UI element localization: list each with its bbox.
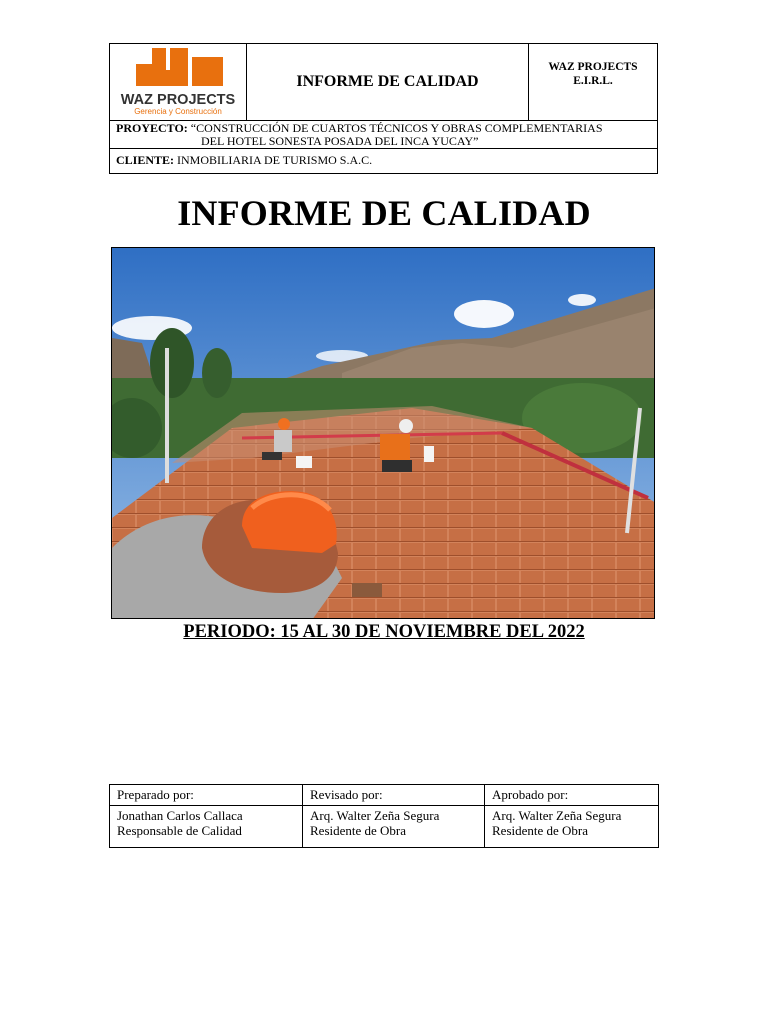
signature-heading-row	[110, 785, 659, 806]
report-period: PERIODO: 15 AL 30 DE NOVIEMBRE DEL 2022	[183, 622, 585, 642]
client-label: CLIENTE:	[116, 153, 175, 167]
signature-detail-row	[110, 806, 659, 848]
logo-graphic	[110, 44, 246, 120]
company-name	[529, 44, 657, 120]
svg-text:Gerencia y Construcción: Gerencia y Construcción	[134, 107, 222, 116]
project-row	[110, 121, 657, 149]
header-top-row	[110, 44, 657, 121]
approved-by-cell	[485, 806, 659, 848]
reviewed-by-heading: Revisado por:	[303, 785, 485, 806]
roof-construction-image	[112, 248, 655, 619]
reviewed-by-role: Residente de Obra	[310, 823, 407, 838]
approved-by-role: Residente de Obra	[492, 823, 589, 838]
company-name-line1: WAZ PROJECTS	[548, 61, 638, 73]
client-row	[110, 149, 657, 173]
prepared-by-role: Responsable de Calidad	[117, 823, 242, 838]
page-title: INFORME DE CALIDAD	[177, 193, 591, 233]
svg-text:WAZ PROJECTS: WAZ PROJECTS	[120, 92, 236, 108]
reviewed-by-name: Arq. Walter Zeña Segura	[310, 808, 440, 823]
project-label: PROYECTO:	[116, 121, 188, 135]
signature-table	[109, 784, 659, 848]
company-logo	[110, 44, 247, 120]
client-value: INMOBILIARIA DE TURISMO S.A.C.	[177, 153, 373, 167]
prepared-by-heading: Preparado por:	[110, 785, 303, 806]
project-line2: DEL HOTEL SONESTA POSADA DEL INCA YUCAY”	[201, 134, 479, 148]
company-name-line2: E.I.R.L.	[573, 75, 613, 87]
header-title: INFORME DE CALIDAD	[247, 44, 529, 120]
construction-photo	[111, 247, 655, 619]
document-header	[109, 43, 658, 174]
reviewed-by-cell	[303, 806, 485, 848]
project-line1: “CONSTRUCCIÓN DE CUARTOS TÉCNICOS Y OBRAS COMPLEMENTARIAS	[190, 121, 603, 135]
approved-by-name: Arq. Walter Zeña Segura	[492, 808, 622, 823]
prepared-by-cell	[110, 806, 303, 848]
prepared-by-name: Jonathan Carlos Callaca	[117, 808, 243, 823]
approved-by-heading: Aprobado por:	[485, 785, 659, 806]
